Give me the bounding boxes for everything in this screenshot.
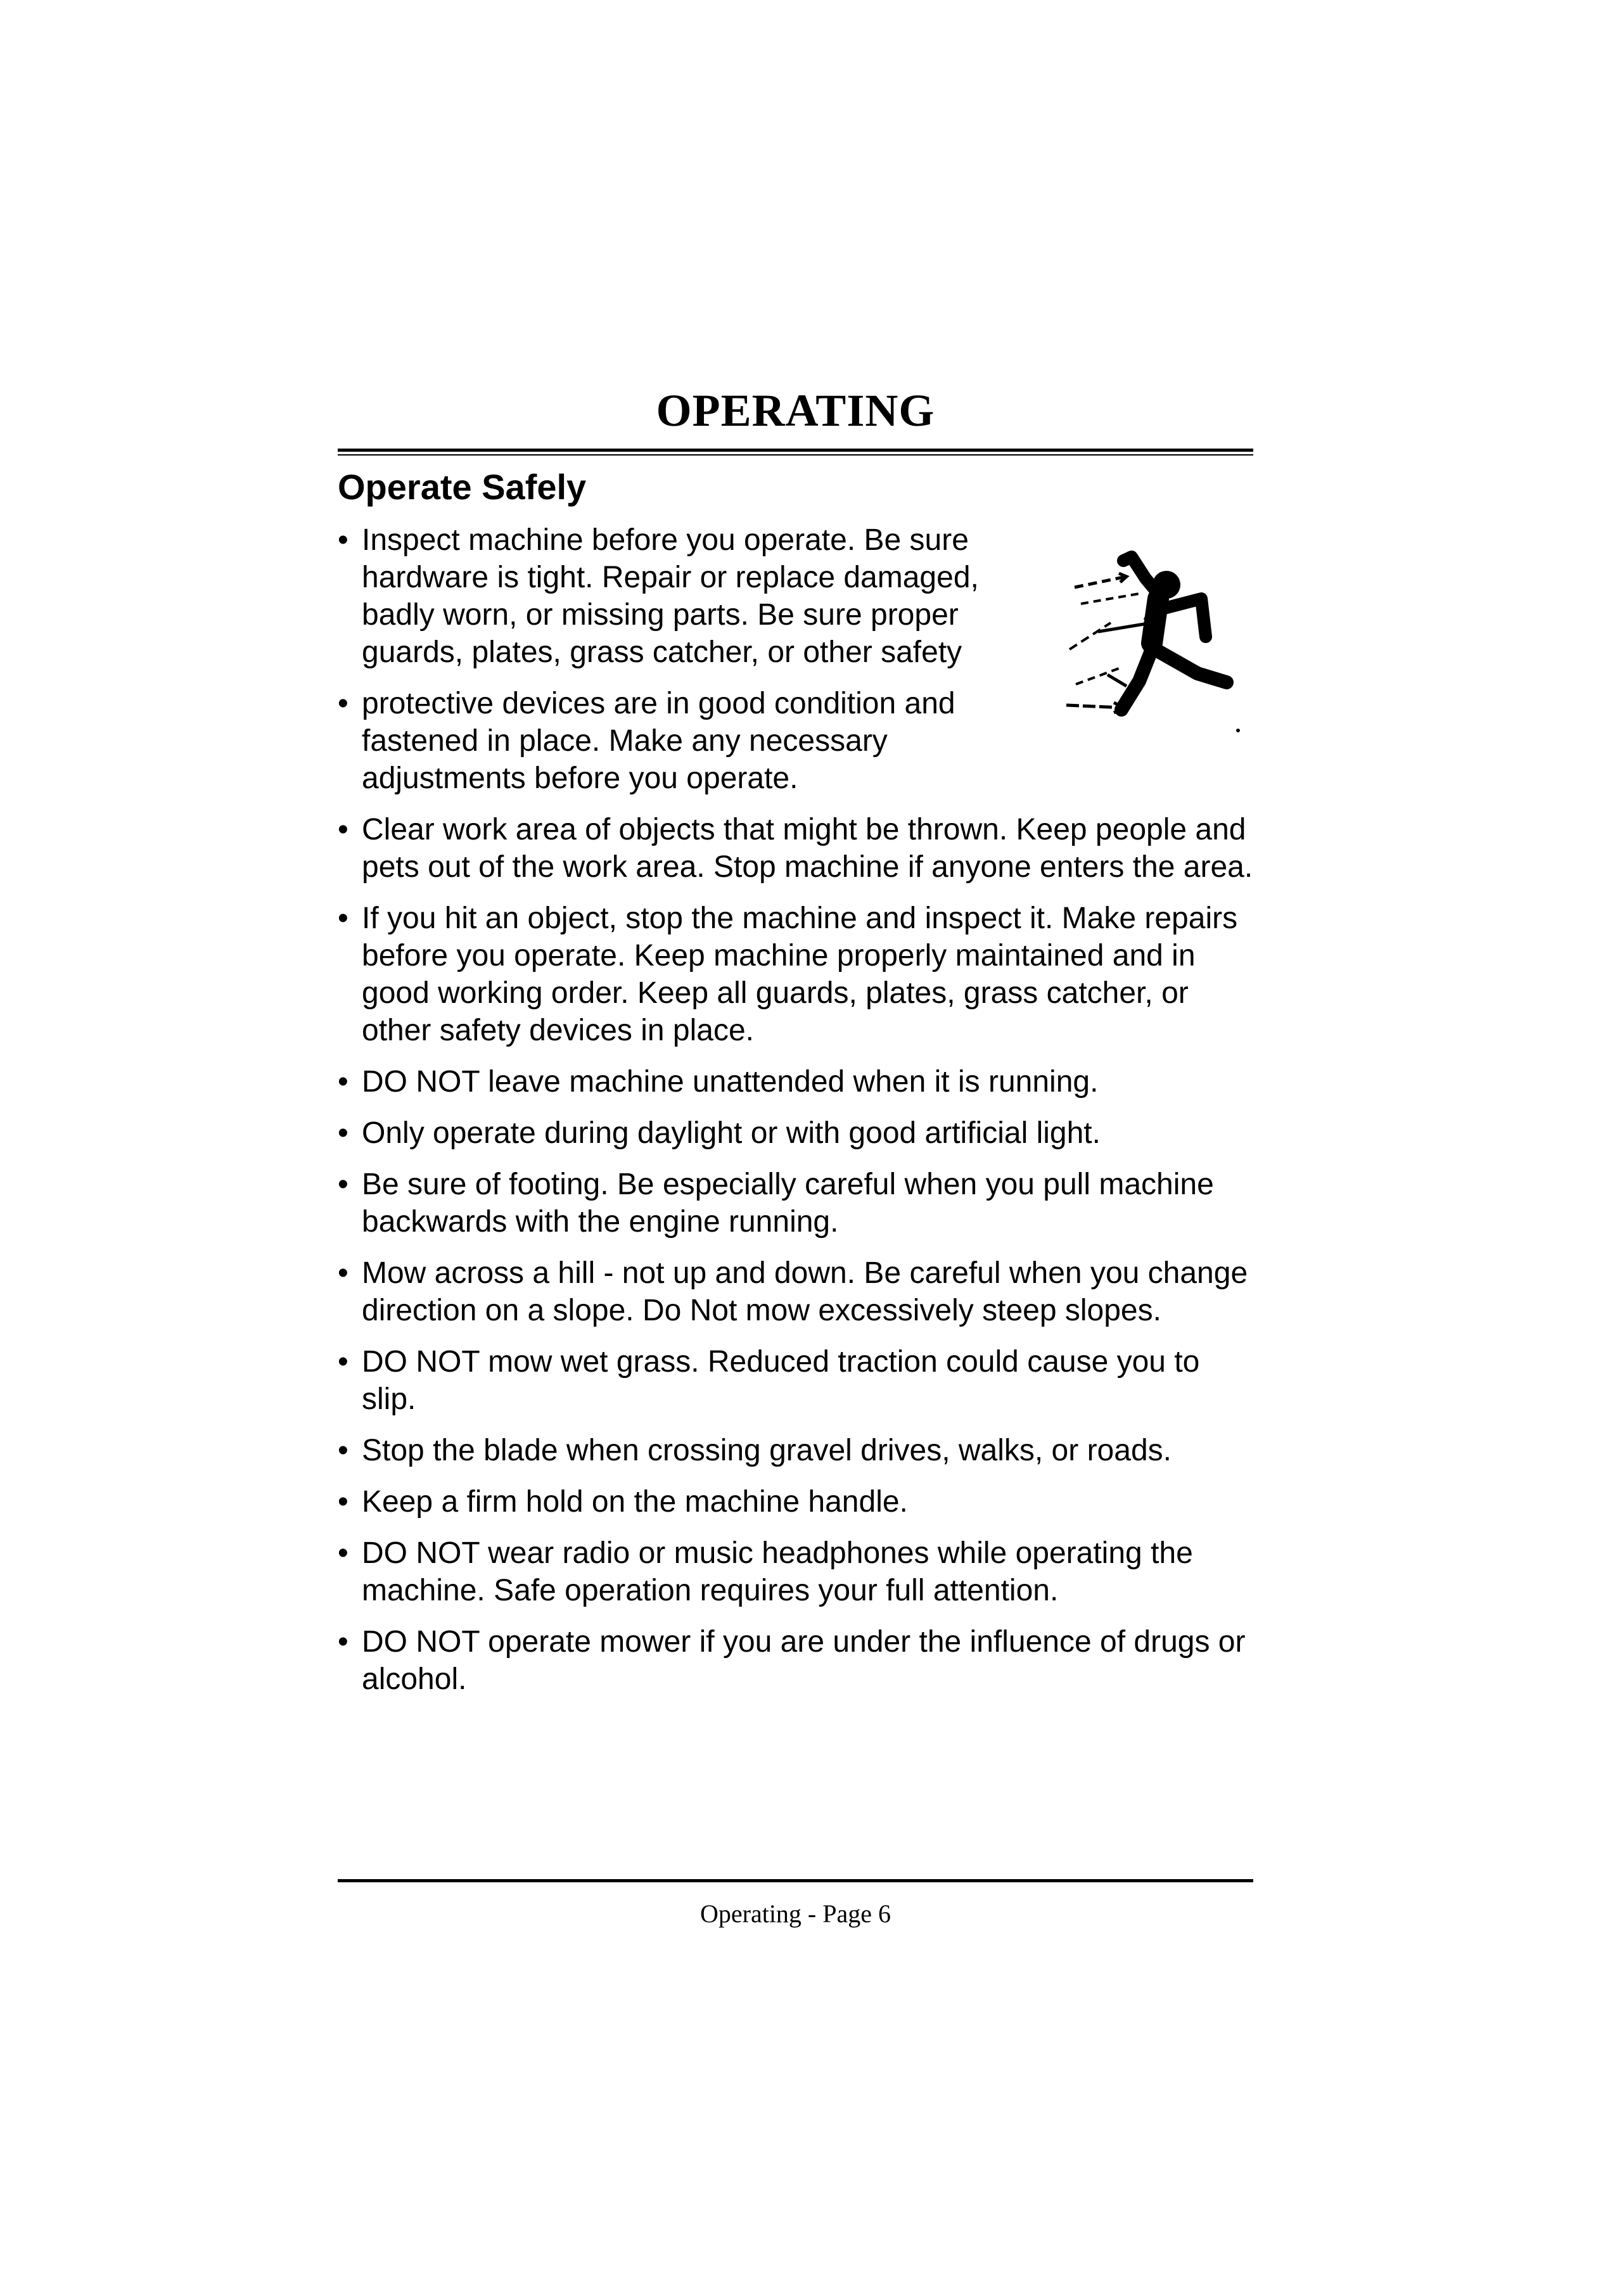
list-item-text: If you hit an object, stop the machine and inspect it. Make repairs before you operate. Keep machine properly maintained and in good working order. Keep all guards, plates, grass catcher, or other safety devices in place. (362, 902, 1238, 1047)
list-item-text: DO NOT leave machine unattended when it is running. (362, 1065, 1099, 1099)
list-item-text: Mow across a hill - not up and down. Be careful when you change direction on a slope. Do Not mow excessively steep slopes. (362, 1256, 1248, 1327)
list-item: • Keep a firm hold on the machine handle. (338, 1485, 908, 1519)
list-item: • Mow across a hill - not up and down. Be careful when you change direction on a slope. Do Not mow excessively steep slopes. (338, 1256, 1248, 1327)
list-item-text: Inspect machine before you operate. Be sure hardware is tight. Repair or replace damaged, badly worn, or missing parts. Be sure proper guards, plates, grass catcher, or other safety (362, 523, 979, 669)
list-item-text: Clear work area of objects that might be thrown. Keep people and pets out of the work area. Stop machine if anyone enters the area. (362, 813, 1253, 884)
list-item: • Only operate during daylight or with good artificial light. (338, 1116, 1101, 1150)
list-item-text: DO NOT wear radio or music headphones while operating the machine. Safe operation requires your full attention. (362, 1536, 1193, 1607)
page-title: OPERATING (656, 385, 935, 436)
list-item: • protective devices are in good condition and fastened in place. Make any necessary adjustments before you operate. (338, 687, 955, 795)
footer-rule (338, 1879, 1253, 1882)
list-item: • Be sure of footing. Be especially careful when you pull machine backwards with the engine running. (338, 1168, 1214, 1239)
list-item: • DO NOT operate mower if you are under the influence of drugs or alcohol. (338, 1625, 1246, 1696)
manual-page (338, 380, 1253, 1712)
list-item-text: Be sure of footing. Be especially careful when you pull machine backwards with the engine running. (362, 1168, 1214, 1239)
list-item-text: Only operate during daylight or with good artificial light. (362, 1116, 1101, 1150)
list-item: • Stop the blade when crossing gravel drives, walks, or roads. (338, 1434, 1172, 1467)
thrown-object-hazard-icon (1063, 548, 1260, 738)
list-item: • DO NOT leave machine unattended when it is running. (338, 1065, 1099, 1099)
list-item-text: Stop the blade when crossing gravel drives, walks, or roads. (362, 1434, 1172, 1467)
list-item-text: protective devices are in good condition and fastened in place. Make any necessary adjustments before you operate. (362, 687, 955, 795)
list-item: • Inspect machine before you operate. Be sure hardware is tight. Repair or replace damaged, badly worn, or missing parts. Be sure proper guards, plates, grass catcher, or other safety (338, 523, 979, 669)
section-heading: Operate Safely (338, 467, 587, 507)
list-item-text: DO NOT mow wet grass. Reduced traction could cause you to slip. (362, 1345, 1200, 1416)
title-double-rule (338, 449, 1253, 456)
list-item-text: Keep a firm hold on the machine handle. (362, 1485, 908, 1519)
list-item: • DO NOT mow wet grass. Reduced traction could cause you to slip. (338, 1345, 1200, 1416)
list-item: • DO NOT wear radio or music headphones while operating the machine. Safe operation requires your full attention. (338, 1536, 1193, 1607)
list-item-text: DO NOT operate mower if you are under the influence of drugs or alcohol. (362, 1625, 1246, 1696)
list-item: • If you hit an object, stop the machine and inspect it. Make repairs before you operate. Keep machine properly maintained and in good working order. Keep all guards, plates, grass catcher, or other safety devices in place. (338, 902, 1238, 1047)
list-item: • Clear work area of objects that might be thrown. Keep people and pets out of the work area. Stop machine if anyone enters the area. (338, 813, 1253, 884)
page-footer: Operating - Page 6 (699, 1899, 891, 1928)
